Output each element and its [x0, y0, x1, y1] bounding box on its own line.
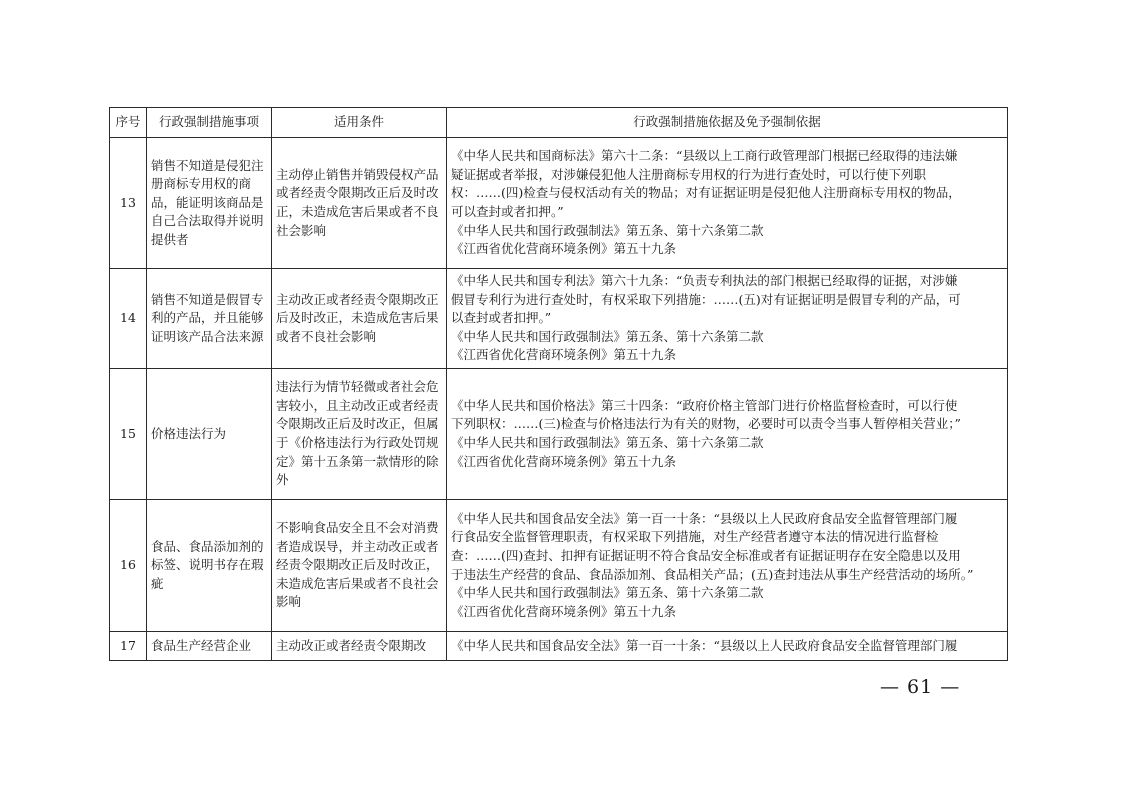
- row-measure-item: 销售不知道是假冒专利的产品，并且能够证明该产品合法来源: [147, 269, 272, 369]
- legal-basis-line: 查：……(四)查封、扣押有证据证明不符合食品安全标准或者有证据证明存在安全隐患以及用: [451, 547, 961, 563]
- legal-basis-line: 疑证据或者举报，对涉嫌侵犯他人注册商标专用权的行为进行查处时，可以行使下列职: [451, 166, 927, 182]
- row-applicable-condition: 主动改正或者经责令限期改: [272, 632, 447, 661]
- legal-basis-line: 《江西省优化营商环境条例》第五十九条: [451, 603, 677, 619]
- row-serial-number: 17: [110, 632, 147, 661]
- legal-basis-line: 行食品安全监督管理职责，有权采取下列措施，对生产经营者遵守本法的情况进行监督检: [451, 529, 939, 545]
- header-serial-number: 序号: [110, 108, 147, 138]
- legal-basis-line: 《中华人民共和国行政强制法》第五条、第十六条第二款: [451, 585, 764, 601]
- enforcement-measures-table: [109, 107, 1008, 661]
- legal-basis-line: 《江西省优化营商环境条例》第五十九条: [451, 347, 677, 363]
- row-serial-number: 15: [110, 369, 147, 500]
- table-row: [110, 138, 1008, 269]
- table-row: [110, 500, 1008, 632]
- legal-basis-line: 《江西省优化营商环境条例》第五十九条: [451, 453, 677, 469]
- legal-basis-line: 可以查封或者扣押。”: [451, 204, 564, 219]
- table-row: [110, 269, 1008, 369]
- legal-basis-line: 《中华人民共和国行政强制法》第五条、第十六条第二款: [451, 435, 764, 450]
- row-serial-number: 14: [110, 269, 147, 369]
- row-applicable-condition: 主动改正或者经责令限期改正后及时改正，未造成危害后果或者不良社会影响: [272, 269, 447, 369]
- header-applicable-condition: 适用条件: [272, 108, 447, 138]
- header-measure-item: 行政强制措施事项: [147, 108, 272, 138]
- table-row: [110, 369, 1008, 500]
- legal-basis-line: 《中华人民共和国食品安全法》第一百一十条：“县级以上人民政府食品安全监督管理部门履: [451, 637, 958, 653]
- row-legal-basis: [447, 632, 1008, 661]
- row-applicable-condition: 不影响食品安全且不会对消费者造成误导，并主动改正或者经责令限期改正后及时改正，未造成危害后果或者不良社会影响: [272, 500, 447, 632]
- row-legal-basis: [447, 369, 1008, 500]
- page-number: — 61 —: [880, 676, 961, 698]
- row-legal-basis: [447, 269, 1008, 369]
- legal-basis-line: 《中华人民共和国商标法》第六十二条：“县级以上工商行政管理部门根据已经取得的违法嫌: [451, 148, 958, 164]
- legal-basis-line: 《中华人民共和国行政强制法》第五条、第十六条第二款: [451, 328, 764, 344]
- row-measure-item: 食品生产经营企业: [147, 632, 272, 661]
- legal-basis-line: 《中华人民共和国食品安全法》第一百一十条：“县级以上人民政府食品安全监督管理部门履: [451, 510, 958, 526]
- row-legal-basis: [447, 500, 1008, 632]
- legal-basis-line: 《中华人民共和国价格法》第三十四条：“政府价格主管部门进行价格监督检查时，可以行使: [451, 397, 958, 413]
- row-legal-basis: [447, 138, 1008, 269]
- table-row: [110, 632, 1008, 661]
- row-serial-number: 16: [110, 500, 147, 632]
- legal-basis-line: 《中华人民共和国专利法》第六十九条：“负责专利执法的部门根据已经取得的证据，对涉嫌: [451, 273, 958, 289]
- legal-basis-line: 《中华人民共和国行政强制法》第五条、第十六条第二款: [451, 222, 764, 238]
- legal-basis-line: 《江西省优化营商环境条例》第五十九条: [451, 241, 677, 257]
- row-measure-item: 价格违法行为: [147, 369, 272, 500]
- row-applicable-condition: 主动停止销售并销毁侵权产品或者经责令限期改正后及时改正，未造成危害后果或者不良社会影响: [272, 138, 447, 269]
- row-measure-item: 食品、食品添加剂的标签、说明书存在瑕疵: [147, 500, 272, 632]
- legal-basis-line: 于违法生产经营的食品、食品添加剂、食品相关产品；(五)查封违法从事生产经营活动的场所。”: [451, 566, 974, 582]
- legal-basis-line: 以查封或者扣押。”: [451, 310, 552, 326]
- header-legal-basis: 行政强制措施依据及免予强制依据: [447, 108, 1008, 138]
- row-measure-item: 销售不知道是侵犯注册商标专用权的商品，能证明该商品是自己合法取得并说明提供者: [147, 138, 272, 269]
- table-header-row: [110, 108, 1008, 138]
- row-applicable-condition: 违法行为情节轻微或者社会危害较小，且主动改正或者经责令限期改正后及时改正，但属于《价格违法行为行政处罚规定》第十五条第一款情形的除外: [272, 369, 447, 500]
- row-serial-number: 13: [110, 138, 147, 269]
- legal-basis-line: 下列职权：……(三)检查与价格违法行为有关的财物，必要时可以责令当事人暂停相关营业；”: [451, 416, 961, 432]
- legal-basis-line: 假冒专利行为进行查处时，有权采取下列措施：……(五)对有证据证明是假冒专利的产品，可: [451, 291, 961, 307]
- legal-basis-line: 权：……(四)检查与侵权活动有关的物品；对有证据证明是侵犯他人注册商标专用权的物品，: [451, 185, 961, 201]
